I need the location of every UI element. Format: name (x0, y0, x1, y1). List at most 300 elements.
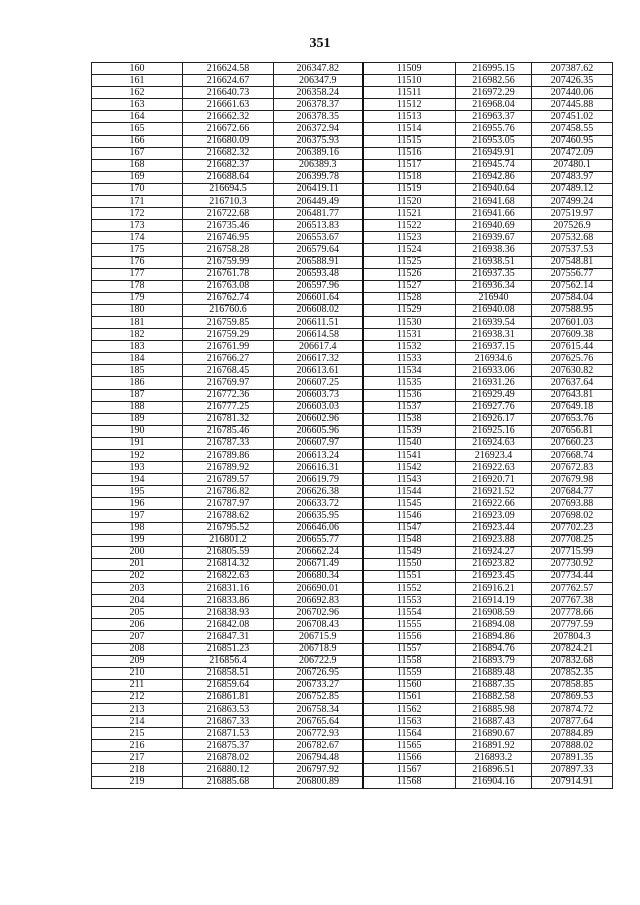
coordinates-table (91, 62, 613, 789)
point-number-cell: 11527 (363, 280, 456, 292)
y-coordinate-cell: 207480.1 (532, 159, 613, 171)
x-coordinate-cell: 216760.6 (183, 304, 274, 316)
point-number-cell: 208 (92, 643, 183, 655)
x-coordinate-cell: 216882.58 (456, 691, 532, 703)
point-number-cell: 11539 (363, 425, 456, 437)
x-coordinate-cell: 216847.31 (183, 631, 274, 643)
x-coordinate-cell: 216937.35 (456, 268, 532, 280)
y-coordinate-cell: 206588.91 (274, 256, 363, 268)
table-row (92, 220, 613, 232)
x-coordinate-cell: 216923.09 (456, 510, 532, 522)
y-coordinate-cell: 206614.58 (274, 329, 363, 341)
point-number-cell: 209 (92, 655, 183, 667)
table-row (92, 99, 613, 111)
x-coordinate-cell: 216924.63 (456, 437, 532, 449)
point-number-cell: 163 (92, 99, 183, 111)
point-number-cell: 219 (92, 776, 183, 788)
y-coordinate-cell: 207874.72 (532, 703, 613, 715)
y-coordinate-cell: 206372.94 (274, 123, 363, 135)
point-number-cell: 11530 (363, 316, 456, 328)
point-number-cell: 11520 (363, 196, 456, 208)
point-number-cell: 193 (92, 462, 183, 474)
x-coordinate-cell: 216936.34 (456, 280, 532, 292)
y-coordinate-cell: 207684.77 (532, 486, 613, 498)
x-coordinate-cell: 216735.46 (183, 220, 274, 232)
table-row (92, 764, 613, 776)
x-coordinate-cell: 216758.28 (183, 244, 274, 256)
y-coordinate-cell: 206605.96 (274, 425, 363, 437)
x-coordinate-cell: 216923.45 (456, 570, 532, 582)
y-coordinate-cell: 207877.64 (532, 716, 613, 728)
table-row (92, 752, 613, 764)
x-coordinate-cell: 216851.23 (183, 643, 274, 655)
x-coordinate-cell: 216769.97 (183, 377, 274, 389)
point-number-cell: 11519 (363, 183, 456, 195)
y-coordinate-cell: 206619.79 (274, 474, 363, 486)
y-coordinate-cell: 207601.03 (532, 316, 613, 328)
y-coordinate-cell: 206800.89 (274, 776, 363, 788)
y-coordinate-cell: 207914.91 (532, 776, 613, 788)
point-number-cell: 11563 (363, 716, 456, 728)
y-coordinate-cell: 206708.43 (274, 619, 363, 631)
y-coordinate-cell: 206690.01 (274, 583, 363, 595)
y-coordinate-cell: 207797.59 (532, 619, 613, 631)
point-number-cell: 167 (92, 147, 183, 159)
coordinates-table-body (92, 63, 613, 789)
y-coordinate-cell: 207426.35 (532, 75, 613, 87)
x-coordinate-cell: 216922.66 (456, 498, 532, 510)
table-row (92, 280, 613, 292)
y-coordinate-cell: 207656.81 (532, 425, 613, 437)
x-coordinate-cell: 216945.74 (456, 159, 532, 171)
x-coordinate-cell: 216924.27 (456, 546, 532, 558)
y-coordinate-cell: 207897.33 (532, 764, 613, 776)
point-number-cell: 11553 (363, 595, 456, 607)
x-coordinate-cell: 216871.53 (183, 728, 274, 740)
point-number-cell: 11547 (363, 522, 456, 534)
y-coordinate-cell: 206611.51 (274, 316, 363, 328)
x-coordinate-cell: 216938.51 (456, 256, 532, 268)
point-number-cell: 204 (92, 595, 183, 607)
x-coordinate-cell: 216861.81 (183, 691, 274, 703)
point-number-cell: 196 (92, 498, 183, 510)
y-coordinate-cell: 206375.93 (274, 135, 363, 147)
x-coordinate-cell: 216896.51 (456, 764, 532, 776)
y-coordinate-cell: 207609.38 (532, 329, 613, 341)
point-number-cell: 160 (92, 63, 183, 75)
point-number-cell: 218 (92, 764, 183, 776)
point-number-cell: 11521 (363, 208, 456, 220)
point-number-cell: 11529 (363, 304, 456, 316)
point-number-cell: 161 (92, 75, 183, 87)
x-coordinate-cell: 216891.92 (456, 740, 532, 752)
table-row (92, 462, 613, 474)
point-number-cell: 11568 (363, 776, 456, 788)
y-coordinate-cell: 207804.3 (532, 631, 613, 643)
point-number-cell: 11515 (363, 135, 456, 147)
y-coordinate-cell: 206602.96 (274, 413, 363, 425)
y-coordinate-cell: 206782.67 (274, 740, 363, 752)
x-coordinate-cell: 216759.29 (183, 329, 274, 341)
x-coordinate-cell: 216972.29 (456, 87, 532, 99)
x-coordinate-cell: 216801.2 (183, 534, 274, 546)
x-coordinate-cell: 216838.93 (183, 607, 274, 619)
table-row (92, 522, 613, 534)
point-number-cell: 214 (92, 716, 183, 728)
table-row (92, 171, 613, 183)
x-coordinate-cell: 216938.31 (456, 329, 532, 341)
y-coordinate-cell: 207637.64 (532, 377, 613, 389)
point-number-cell: 11555 (363, 619, 456, 631)
table-row (92, 643, 613, 655)
x-coordinate-cell: 216887.35 (456, 679, 532, 691)
x-coordinate-cell: 216916.21 (456, 583, 532, 595)
x-coordinate-cell: 216908.59 (456, 607, 532, 619)
y-coordinate-cell: 206772.93 (274, 728, 363, 740)
point-number-cell: 206 (92, 619, 183, 631)
x-coordinate-cell: 216786.82 (183, 486, 274, 498)
y-coordinate-cell: 207472.09 (532, 147, 613, 159)
y-coordinate-cell: 206603.73 (274, 389, 363, 401)
table-row (92, 75, 613, 87)
y-coordinate-cell: 206765.64 (274, 716, 363, 728)
x-coordinate-cell: 216885.68 (183, 776, 274, 788)
point-number-cell: 11531 (363, 329, 456, 341)
table-row (92, 558, 613, 570)
point-number-cell: 170 (92, 183, 183, 195)
y-coordinate-cell: 207660.23 (532, 437, 613, 449)
table-row (92, 123, 613, 135)
point-number-cell: 207 (92, 631, 183, 643)
y-coordinate-cell: 207643.81 (532, 389, 613, 401)
point-number-cell: 166 (92, 135, 183, 147)
point-number-cell: 11560 (363, 679, 456, 691)
x-coordinate-cell: 216982.56 (456, 75, 532, 87)
point-number-cell: 195 (92, 486, 183, 498)
table-row (92, 631, 613, 643)
y-coordinate-cell: 206635.95 (274, 510, 363, 522)
y-coordinate-cell: 207891.35 (532, 752, 613, 764)
x-coordinate-cell: 216682.32 (183, 147, 274, 159)
y-coordinate-cell: 206633.72 (274, 498, 363, 510)
x-coordinate-cell: 216858.51 (183, 667, 274, 679)
x-coordinate-cell: 216624.58 (183, 63, 274, 75)
y-coordinate-cell: 207562.14 (532, 280, 613, 292)
point-number-cell: 11556 (363, 631, 456, 643)
y-coordinate-cell: 207556.77 (532, 268, 613, 280)
x-coordinate-cell: 216904.16 (456, 776, 532, 788)
y-coordinate-cell: 207730.92 (532, 558, 613, 570)
y-coordinate-cell: 207702.23 (532, 522, 613, 534)
table-row (92, 63, 613, 75)
x-coordinate-cell: 216763.08 (183, 280, 274, 292)
table-row (92, 667, 613, 679)
point-number-cell: 11548 (363, 534, 456, 546)
x-coordinate-cell: 216894.76 (456, 643, 532, 655)
table-row (92, 208, 613, 220)
y-coordinate-cell: 207869.53 (532, 691, 613, 703)
point-number-cell: 173 (92, 220, 183, 232)
table-row (92, 244, 613, 256)
point-number-cell: 11516 (363, 147, 456, 159)
table-row (92, 655, 613, 667)
table-row (92, 401, 613, 413)
x-coordinate-cell: 216926.17 (456, 413, 532, 425)
y-coordinate-cell: 207387.62 (532, 63, 613, 75)
point-number-cell: 175 (92, 244, 183, 256)
point-number-cell: 11538 (363, 413, 456, 425)
point-number-cell: 11559 (363, 667, 456, 679)
x-coordinate-cell: 216880.12 (183, 764, 274, 776)
x-coordinate-cell: 216640.73 (183, 87, 274, 99)
y-coordinate-cell: 206419.11 (274, 183, 363, 195)
y-coordinate-cell: 206607.97 (274, 437, 363, 449)
y-coordinate-cell: 206601.64 (274, 292, 363, 304)
x-coordinate-cell: 216939.54 (456, 316, 532, 328)
x-coordinate-cell: 216942.86 (456, 171, 532, 183)
point-number-cell: 172 (92, 208, 183, 220)
point-number-cell: 191 (92, 437, 183, 449)
x-coordinate-cell: 216940.08 (456, 304, 532, 316)
point-number-cell: 11551 (363, 570, 456, 582)
y-coordinate-cell: 206797.92 (274, 764, 363, 776)
table-row (92, 159, 613, 171)
table-row (92, 147, 613, 159)
y-coordinate-cell: 206702.96 (274, 607, 363, 619)
point-number-cell: 199 (92, 534, 183, 546)
point-number-cell: 177 (92, 268, 183, 280)
x-coordinate-cell: 216688.64 (183, 171, 274, 183)
page-number: 351 (309, 36, 331, 51)
point-number-cell: 171 (92, 196, 183, 208)
y-coordinate-cell: 206603.03 (274, 401, 363, 413)
point-number-cell: 11542 (363, 462, 456, 474)
x-coordinate-cell: 216694.5 (183, 183, 274, 195)
y-coordinate-cell: 206593.48 (274, 268, 363, 280)
table-row (92, 450, 613, 462)
y-coordinate-cell: 207460.95 (532, 135, 613, 147)
y-coordinate-cell: 206692.83 (274, 595, 363, 607)
x-coordinate-cell: 216856.4 (183, 655, 274, 667)
table-row (92, 607, 613, 619)
point-number-cell: 216 (92, 740, 183, 752)
y-coordinate-cell: 206608.02 (274, 304, 363, 316)
point-number-cell: 190 (92, 425, 183, 437)
x-coordinate-cell: 216680.09 (183, 135, 274, 147)
point-number-cell: 203 (92, 583, 183, 595)
table-row (92, 232, 613, 244)
y-coordinate-cell: 206378.37 (274, 99, 363, 111)
table-row (92, 740, 613, 752)
point-number-cell: 11512 (363, 99, 456, 111)
x-coordinate-cell: 216955.76 (456, 123, 532, 135)
table-row (92, 498, 613, 510)
y-coordinate-cell: 206718.9 (274, 643, 363, 655)
point-number-cell: 11536 (363, 389, 456, 401)
x-coordinate-cell: 216894.08 (456, 619, 532, 631)
x-coordinate-cell: 216662.32 (183, 111, 274, 123)
table-row (92, 196, 613, 208)
x-coordinate-cell: 216772.36 (183, 389, 274, 401)
point-number-cell: 198 (92, 522, 183, 534)
point-number-cell: 180 (92, 304, 183, 316)
x-coordinate-cell: 216949.91 (456, 147, 532, 159)
point-number-cell: 11509 (363, 63, 456, 75)
point-number-cell: 201 (92, 558, 183, 570)
x-coordinate-cell: 216682.37 (183, 159, 274, 171)
y-coordinate-cell: 206758.34 (274, 703, 363, 715)
point-number-cell: 178 (92, 280, 183, 292)
point-number-cell: 169 (92, 171, 183, 183)
y-coordinate-cell: 207852.35 (532, 667, 613, 679)
point-number-cell: 165 (92, 123, 183, 135)
point-number-cell: 217 (92, 752, 183, 764)
x-coordinate-cell: 216914.19 (456, 595, 532, 607)
y-coordinate-cell: 206389.16 (274, 147, 363, 159)
x-coordinate-cell: 216941.66 (456, 208, 532, 220)
y-coordinate-cell: 206347.9 (274, 75, 363, 87)
table-row (92, 474, 613, 486)
y-coordinate-cell: 206680.34 (274, 570, 363, 582)
y-coordinate-cell: 206752.85 (274, 691, 363, 703)
table-row (92, 365, 613, 377)
y-coordinate-cell: 206733.27 (274, 679, 363, 691)
y-coordinate-cell: 206389.3 (274, 159, 363, 171)
y-coordinate-cell: 207715.99 (532, 546, 613, 558)
y-coordinate-cell: 207519.97 (532, 208, 613, 220)
point-number-cell: 11567 (363, 764, 456, 776)
x-coordinate-cell: 216789.92 (183, 462, 274, 474)
point-number-cell: 11545 (363, 498, 456, 510)
table-row (92, 510, 613, 522)
table-row (92, 135, 613, 147)
x-coordinate-cell: 216921.52 (456, 486, 532, 498)
y-coordinate-cell: 206726.95 (274, 667, 363, 679)
point-number-cell: 11562 (363, 703, 456, 715)
point-number-cell: 11543 (363, 474, 456, 486)
y-coordinate-cell: 207630.82 (532, 365, 613, 377)
y-coordinate-cell: 206449.49 (274, 196, 363, 208)
x-coordinate-cell: 216795.52 (183, 522, 274, 534)
point-number-cell: 202 (92, 570, 183, 582)
table-row (92, 437, 613, 449)
point-number-cell: 11523 (363, 232, 456, 244)
y-coordinate-cell: 206617.32 (274, 353, 363, 365)
x-coordinate-cell: 216863.53 (183, 703, 274, 715)
x-coordinate-cell: 216933.06 (456, 365, 532, 377)
x-coordinate-cell: 216878.02 (183, 752, 274, 764)
point-number-cell: 194 (92, 474, 183, 486)
x-coordinate-cell: 216923.82 (456, 558, 532, 570)
point-number-cell: 11514 (363, 123, 456, 135)
x-coordinate-cell: 216761.78 (183, 268, 274, 280)
x-coordinate-cell: 216833.86 (183, 595, 274, 607)
x-coordinate-cell: 216842.08 (183, 619, 274, 631)
x-coordinate-cell: 216777.25 (183, 401, 274, 413)
y-coordinate-cell: 206358.24 (274, 87, 363, 99)
y-coordinate-cell: 207649.18 (532, 401, 613, 413)
x-coordinate-cell: 216940.69 (456, 220, 532, 232)
x-coordinate-cell: 216940 (456, 292, 532, 304)
point-number-cell: 213 (92, 703, 183, 715)
y-coordinate-cell: 207858.85 (532, 679, 613, 691)
point-number-cell: 192 (92, 450, 183, 462)
y-coordinate-cell: 206513.83 (274, 220, 363, 232)
table-row (92, 546, 613, 558)
y-coordinate-cell: 206715.9 (274, 631, 363, 643)
point-number-cell: 11511 (363, 87, 456, 99)
table-row (92, 316, 613, 328)
point-number-cell: 11546 (363, 510, 456, 522)
y-coordinate-cell: 207445.88 (532, 99, 613, 111)
y-coordinate-cell: 207824.21 (532, 643, 613, 655)
x-coordinate-cell: 216787.97 (183, 498, 274, 510)
point-number-cell: 11537 (363, 401, 456, 413)
point-number-cell: 11566 (363, 752, 456, 764)
point-number-cell: 11525 (363, 256, 456, 268)
x-coordinate-cell: 216781.32 (183, 413, 274, 425)
x-coordinate-cell: 216887.43 (456, 716, 532, 728)
table-row (92, 776, 613, 788)
point-number-cell: 11510 (363, 75, 456, 87)
table-row (92, 703, 613, 715)
table-row (92, 691, 613, 703)
x-coordinate-cell: 216922.63 (456, 462, 532, 474)
table-row (92, 329, 613, 341)
point-number-cell: 11541 (363, 450, 456, 462)
point-number-cell: 11517 (363, 159, 456, 171)
table-row (92, 292, 613, 304)
point-number-cell: 11554 (363, 607, 456, 619)
point-number-cell: 11513 (363, 111, 456, 123)
table-row (92, 256, 613, 268)
point-number-cell: 11552 (363, 583, 456, 595)
y-coordinate-cell: 207708.25 (532, 534, 613, 546)
x-coordinate-cell: 216963.37 (456, 111, 532, 123)
x-coordinate-cell: 216768.45 (183, 365, 274, 377)
y-coordinate-cell: 206597.96 (274, 280, 363, 292)
y-coordinate-cell: 206481.77 (274, 208, 363, 220)
y-coordinate-cell: 206613.24 (274, 450, 363, 462)
table-row (92, 595, 613, 607)
point-number-cell: 183 (92, 341, 183, 353)
y-coordinate-cell: 206378.35 (274, 111, 363, 123)
table-row (92, 486, 613, 498)
table-row (92, 341, 613, 353)
y-coordinate-cell: 207584.04 (532, 292, 613, 304)
point-number-cell: 11524 (363, 244, 456, 256)
y-coordinate-cell: 207440.06 (532, 87, 613, 99)
point-number-cell: 11564 (363, 728, 456, 740)
x-coordinate-cell: 216624.67 (183, 75, 274, 87)
y-coordinate-cell: 206626.38 (274, 486, 363, 498)
x-coordinate-cell: 216920.71 (456, 474, 532, 486)
table-row (92, 619, 613, 631)
x-coordinate-cell: 216934.6 (456, 353, 532, 365)
y-coordinate-cell: 206613.61 (274, 365, 363, 377)
y-coordinate-cell: 207672.83 (532, 462, 613, 474)
x-coordinate-cell: 216722.68 (183, 208, 274, 220)
y-coordinate-cell: 206722.9 (274, 655, 363, 667)
table-row (92, 728, 613, 740)
x-coordinate-cell: 216939.67 (456, 232, 532, 244)
x-coordinate-cell: 216923.88 (456, 534, 532, 546)
point-number-cell: 11558 (363, 655, 456, 667)
point-number-cell: 11540 (363, 437, 456, 449)
x-coordinate-cell: 216968.04 (456, 99, 532, 111)
y-coordinate-cell: 206616.31 (274, 462, 363, 474)
y-coordinate-cell: 207884.89 (532, 728, 613, 740)
